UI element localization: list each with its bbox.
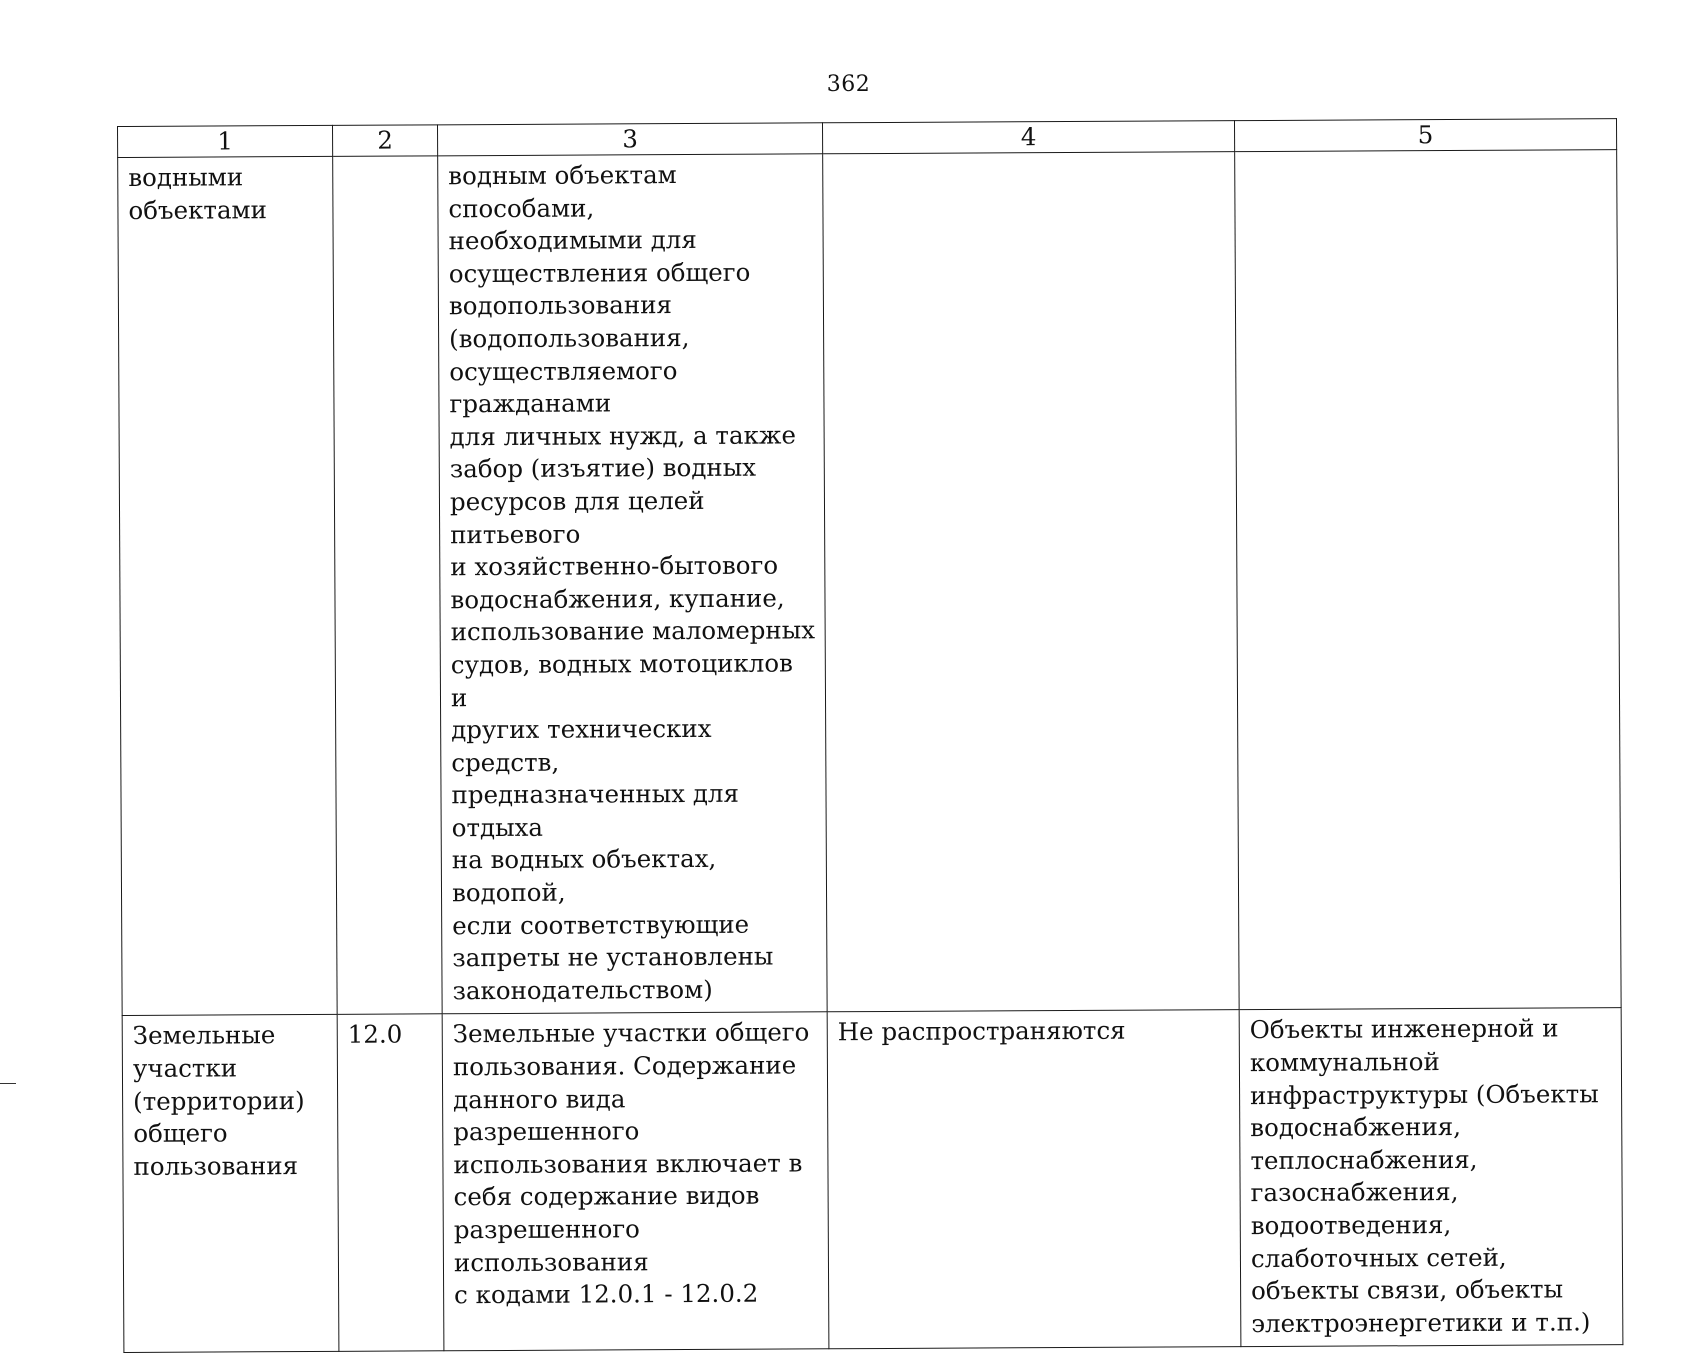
cell-land-use-name: Земельные участки (территории) общего пользования [122,1015,339,1353]
column-header-4: 4 [822,121,1234,154]
cell-auxiliary-use: Объекты инженерной и коммунальной инфраструктуры (Объекты водоснабжения, теплоснабжения, газоснабжения, водоотведения, слаботочных сетей, объекты связи, объекты электроэнергетики и т.п.) [1239,1008,1623,1347]
cell-land-use-name: водными объектами [118,156,337,1016]
column-header-5: 5 [1234,119,1616,152]
column-header-2: 2 [332,125,437,157]
column-header-1: 1 [118,125,333,157]
cell-code [333,156,442,1015]
table-row [122,1008,1623,1353]
page-number: 362 [826,72,871,97]
cell-parameters: Не распространяются [827,1010,1241,1349]
column-header-3: 3 [437,123,822,156]
regulations-table [117,118,1623,1353]
cell-auxiliary-use [1235,150,1621,1010]
margin-mark [0,1083,16,1084]
table-row [118,150,1621,1016]
cell-description: Земельные участки общего пользования. Содержание данного вида разрешенного использования включает в себя содержание видов разрешенного использования с кодами 12.0.1 - 12.0.2 [442,1012,829,1351]
cell-description: водным объектам способами, необходимыми для осуществления общего водопользования (водопользования, осуществляемого гражданами для личных нужд, а также забор (изъятие) водных ресурсов для целей питьевого и хозяйственно-бытового водоснабжения, купание, использование маломерных судов, водных мотоциклов и других технических средств, предназначенных для отдыха на водных объектах, водопой, если соответствующие запреты не установлены законодательством) [438,154,827,1014]
cell-code: 12.0 [337,1014,444,1351]
cell-parameters [823,152,1239,1013]
